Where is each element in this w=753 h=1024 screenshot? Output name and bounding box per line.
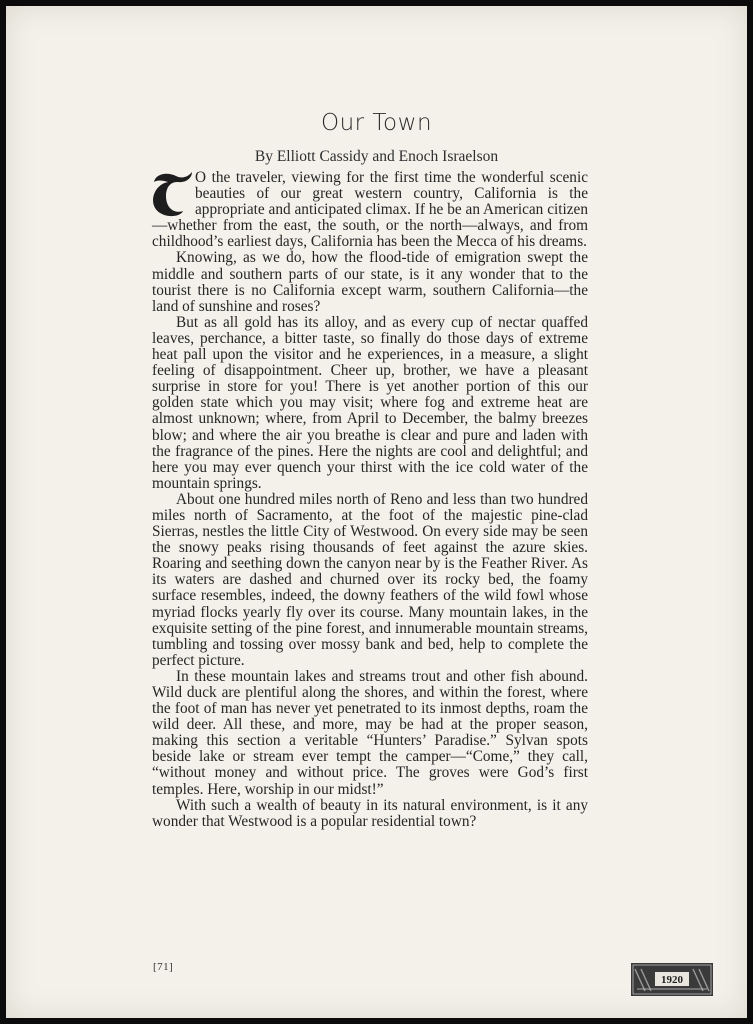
paragraph-5: In these mountain lakes and streams trout and other fish abound. Wild duck are plentiful along the shores, and within the forest, where the foot of man has never yet penetrated to its inmost depths, roam the wild deer. All these, and more, may be had at the proper season, making this section a veritable “Hunters’ Paradise.” Sylvan spots beside lake or stream ever tempt the camper—“Come,” they call, “without money and without price. The groves were God’s first temples. Here, worship in our midst!” [152,667,588,798]
paragraph-6: With such a wealth of beauty in its natural environment, is it any wonder that Westwood is a popular residential town? [152,796,588,830]
page-number: [71] [153,961,174,973]
first-paragraph-text: O the traveler, viewing for the first time the wonderful scenic beauties of our great western country, California is the appropriate and anticipated climax. If he be an American citizen—whether from the east, the south, or the north—always, and from childhood’s earliest days, California has been the Mecca of his dreams. [152,169,588,251]
paragraph-3: But as all gold has its alloy, and as every cup of nectar quaffed leaves, perchance, a bitter taste, so finally do those days of extreme heat pall upon the visitor and he experiences, in a measure, a slight feeling of disappointment. Cheer up, brother, we have a pleasant surprise in store for you! There is yet another portion of this our golden state which you may visit; where fog and extreme heat are almost unknown; where, from April to December, the balmy breezes blow; and where the air you breathe is clear and pure and laden with the fragrance of the pines. Here the nights are cool and delightful; and here you may ever quench your thirst with the ice cold water of the mountain springs. [152,313,588,492]
article-byline: By Elliott Cassidy and Enoch Israelson [254,148,499,165]
paragraph-1 [152,170,588,250]
paragraph-4: About one hundred miles north of Reno and less than two hundred miles north of Sacramento, at the foot of the majestic pine-clad Sierras, nestles the little City of Westwood. On every side may be seen the snowy peaks rising thousands of feet against the azure skies. Roaring and seething down the canyon near by is the Feather River. As its waters are dashed and churned over its rocky bed, the foamy surface resembles, indeed, the downy feathers of the wild fowl whose myriad flocks yearly fly over its course. Many mountain lakes, in the exquisite setting of the pine forest, and innumerable mountain streams, tumbling and tossing over mossy bank and bed, help to complete the perfect picture. [152,490,588,669]
dropcap-t-ornament [150,170,194,218]
article-title: Our Town [320,110,433,136]
document-page [6,6,747,1018]
article-body [152,170,588,830]
yearbook-logo-stamp [631,963,713,996]
svg-text:1920: 1920 [661,974,683,986]
svg-text:T: T [172,196,179,207]
paragraph-2: Knowing, as we do, how the flood-tide of emigration swept the middle and southern parts of our state, is it any wonder that to the tourist there is no California except warm, southern California—the land of sunshine and roses? [152,249,588,315]
